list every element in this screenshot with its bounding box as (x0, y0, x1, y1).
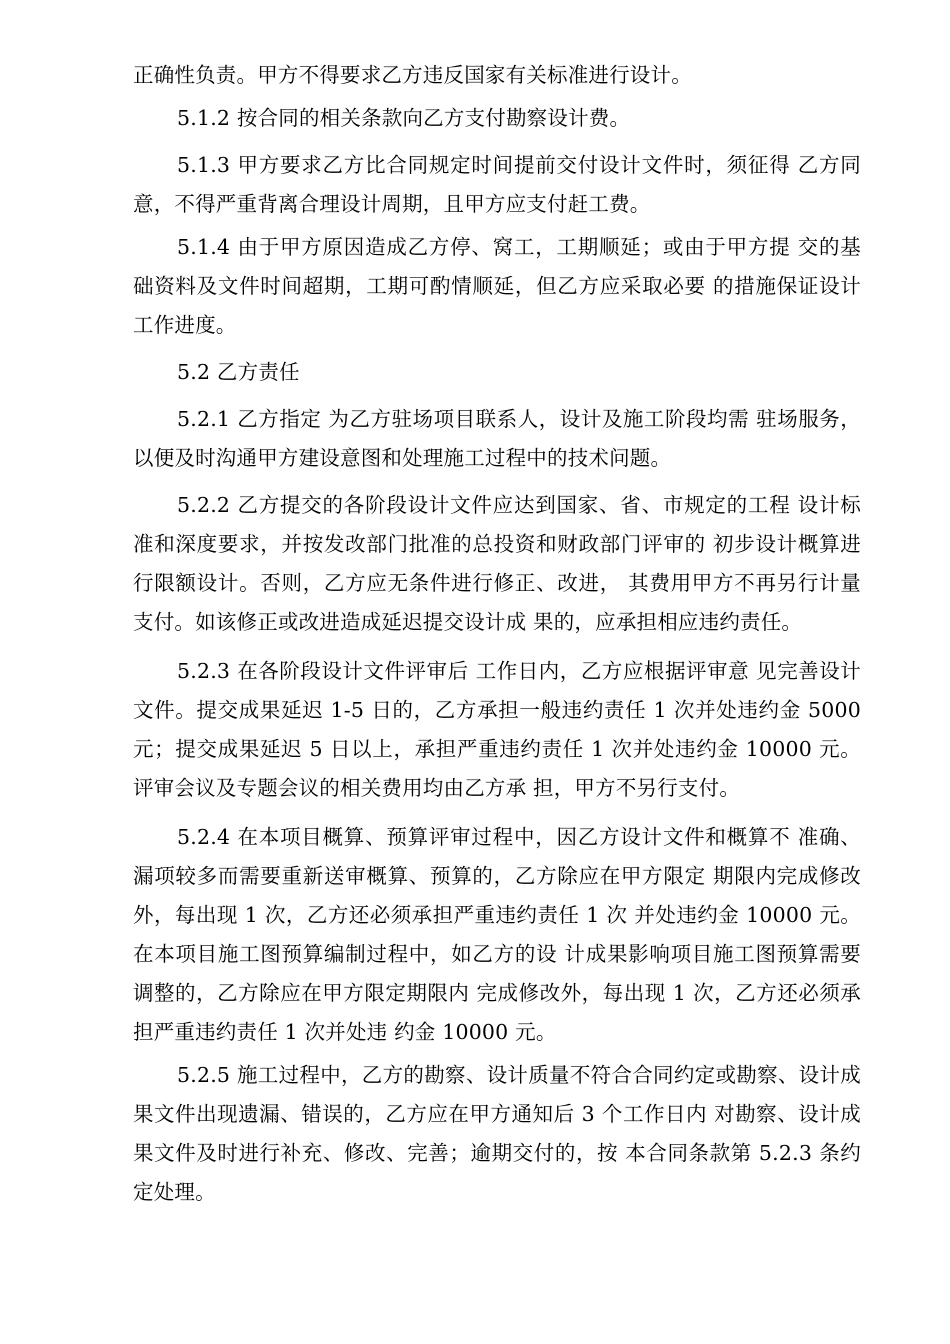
clause-5-2-4: 5.2.4 在本项目概算、预算评审过程中，因乙方设计文件和概算不 准确、漏项较多而需要重新送审概算、预算的，乙方除应在甲方限定 期限内完成修改外，每出现 1 次，乙方还必须承担严重违约责任 1 次 并处违约金 10000 元。在本项目施工图预算编制过程中，如乙方的设 计成果影响项目施工图预算需要调整的，乙方除应在甲方限定期限内 完成修改外，每出现 1 次，乙方还必须承担严重违约责任 1 次并处违 约金 10000 元。 (133, 825, 861, 1044)
paragraph-continuation: 正确性负责。甲方不得要求乙方违反国家有关标准进行设计。 (133, 63, 692, 87)
clause-5-1-3: 5.1.3 甲方要求乙方比合同规定时间提前交付设计文件时，须征得 乙方同意，不得严重背离合理设计周期，且甲方应支付赶工费。 (133, 153, 861, 216)
document-body (133, 56, 861, 1212)
clause-5-1-4: 5.1.4 由于甲方原因造成乙方停、窝工，工期顺延；或由于甲方提 交的基础资料及文件时间超期，工期可酌情顺延，但乙方应采取必要 的措施保证设计工作进度。 (133, 235, 861, 337)
clause-5-2-1: 5.2.1 乙方指定 为乙方驻场项目联系人，设计及施工阶段均需 驻场服务，以便及时沟通甲方建设意图和处理施工过程中的技术问题。 (133, 407, 861, 470)
clause-5-1-2: 5.1.2 按合同的相关条款向乙方支付勘察设计费。 (177, 106, 631, 130)
section-heading-5-2: 5.2 乙方责任 (177, 360, 300, 384)
clause-5-2-3: 5.2.3 在各阶段设计文件评审后 工作日内，乙方应根据评审意 见完善设计文件。提交成果延迟 1-5 日的，乙方承担一般违约责任 1 次并处违约金 5000 元；提交成果延迟 5 日以上，承担严重违约责任 1 次并处违约金 10000 元。评审会议及专题会议的相关费用均由乙方承 担，甲方不另行支付。 (133, 659, 861, 800)
clause-5-2-5: 5.2.5 施工过程中，乙方的勘察、设计质量不符合合同约定或勘察、设计成果文件出现遗漏、错误的，乙方应在甲方通知后 3 个工作日内 对勘察、设计成果文件及时进行补充、修改、完善；逾期交付的，按 本合同条款第 5.2.3 条约定处理。 (133, 1063, 861, 1204)
clause-5-2-2: 5.2.2 乙方提交的各阶段设计文件应达到国家、省、市规定的工程 设计标准和深度要求，并按发改部门批准的总投资和财政部门评审的 初步设计概算进行限额设计。否则，乙方应无条件进行修正、改进， 其费用甲方不再另行计量支付。如该修正或改进造成延迟提交设计成 果的，应承担相应违约责任。 (133, 493, 861, 634)
